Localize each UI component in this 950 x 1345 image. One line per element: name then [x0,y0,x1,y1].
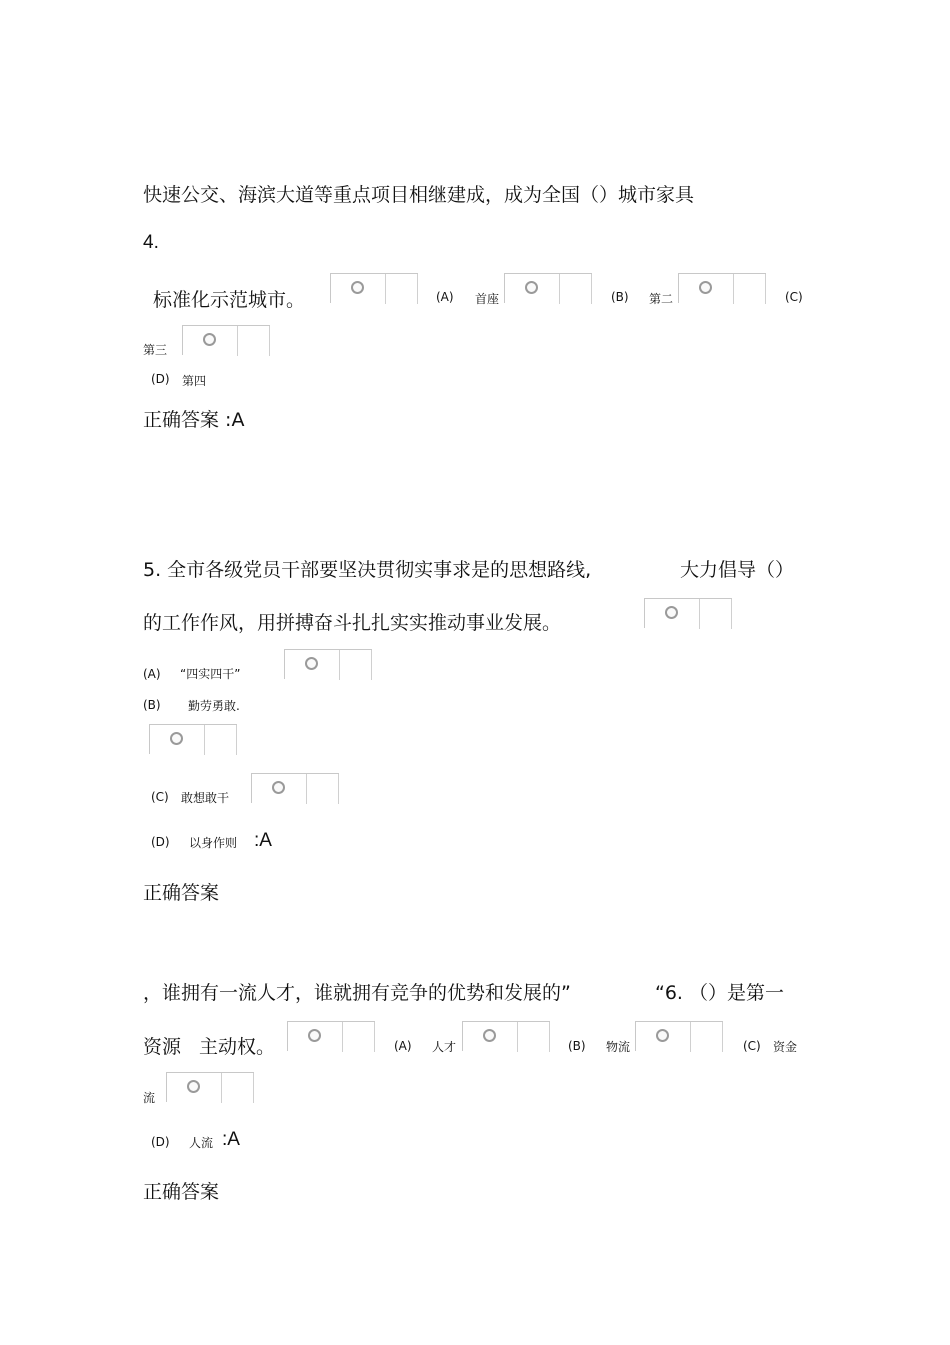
radio-circle-icon [308,1029,321,1042]
q4-stem-line1: 快速公交、海滨大道等重点项目相继建成，成为全国（）城市家具 [143,184,695,206]
q5-opt-c-label: (C) [151,790,169,804]
radio-circle-icon [483,1029,496,1042]
q5-opt-a-text: “四实四干” [180,667,241,681]
q6-opt-c-text: 资金 [773,1040,798,1054]
radio-circle-icon [272,781,285,794]
radio-circle-icon [351,281,364,294]
q4-opt-c-text: 第三 [143,343,168,357]
q6-radio-c[interactable] [635,1021,723,1051]
q6-stem-line2b: 主动权。 [199,1036,276,1058]
q6-opt-c-text2: 流 [143,1091,156,1105]
q6-stem-line2a: 资源 [143,1036,182,1058]
q5-stem-line1b: 大力倡导（） [680,559,795,581]
q6-opt-a-text: 人才 [432,1040,457,1054]
q5-answer-suffix: :A [254,830,272,851]
q5-opt-d-label: (D) [151,835,170,849]
q5-stem-line1a: 5. 全市各级党员干部要坚决贯彻实事求是的思想路线, [143,559,592,581]
q5-stem-line2: 的工作作风，用拼搏奋斗扎扎实实推动事业发展。 [143,612,562,634]
radio-circle-icon [699,281,712,294]
q6-stem-line1a: ，谁拥有一流人才，谁就拥有竞争的优势和发展的” [143,982,571,1004]
q6-opt-d-text: 人流 [189,1136,214,1150]
q4-radio-a[interactable] [330,273,418,303]
q6-opt-a-label: (A) [394,1039,412,1053]
q6-opt-d-label: (D) [151,1135,170,1149]
q5-opt-c-text: 敢想敢干 [181,791,230,805]
q6-radio-b[interactable] [462,1021,550,1051]
q4-opt-b-label: (B) [611,290,629,304]
q4-opt-d-text: 第四 [182,374,207,388]
q5-opt-b-label: (B) [143,698,161,712]
radio-circle-icon [305,657,318,670]
radio-circle-icon [170,732,183,745]
q6-radio-a[interactable] [287,1021,375,1051]
q5-radio-c[interactable] [149,724,237,754]
q4-opt-b-text: 第二 [649,292,674,306]
q4-stem-line2: 标准化示范城市。 [153,289,306,311]
q5-opt-a-label: (A) [143,667,161,681]
q6-opt-b-label: (B) [568,1039,586,1053]
q4-radio-c[interactable] [678,273,766,303]
radio-circle-icon [187,1080,200,1093]
q4-opt-a-label: (A) [436,290,454,304]
q5-radio-a[interactable] [644,598,732,628]
q5-opt-d-text: 以身作则 [189,836,238,850]
q5-radio-b[interactable] [284,649,372,679]
radio-circle-icon [656,1029,669,1042]
radio-circle-icon [525,281,538,294]
q4-radio-d[interactable] [182,325,270,355]
q5-radio-d[interactable] [251,773,339,803]
q4-radio-b[interactable] [504,273,592,303]
q6-stem-line1b: “6. （）是第一 [655,982,785,1004]
q5-answer-label: 正确答案 [143,882,220,904]
radio-circle-icon [203,333,216,346]
q4-opt-d-label: (D) [151,372,170,386]
radio-circle-icon [665,606,678,619]
q4-number: 4. [143,232,159,253]
q5-opt-b-text: 勤劳勇敢. [188,699,240,713]
q6-radio-d[interactable] [166,1072,254,1102]
q6-opt-b-text: 物流 [606,1040,631,1054]
q6-answer-label: 正确答案 [143,1181,220,1203]
q6-answer-suffix: :A [222,1129,240,1150]
q4-opt-a-text: 首座 [475,292,500,306]
q4-answer: 正确答案 :A [143,409,245,431]
q6-opt-c-label: (C) [743,1039,761,1053]
q4-opt-c-label: (C) [785,290,803,304]
